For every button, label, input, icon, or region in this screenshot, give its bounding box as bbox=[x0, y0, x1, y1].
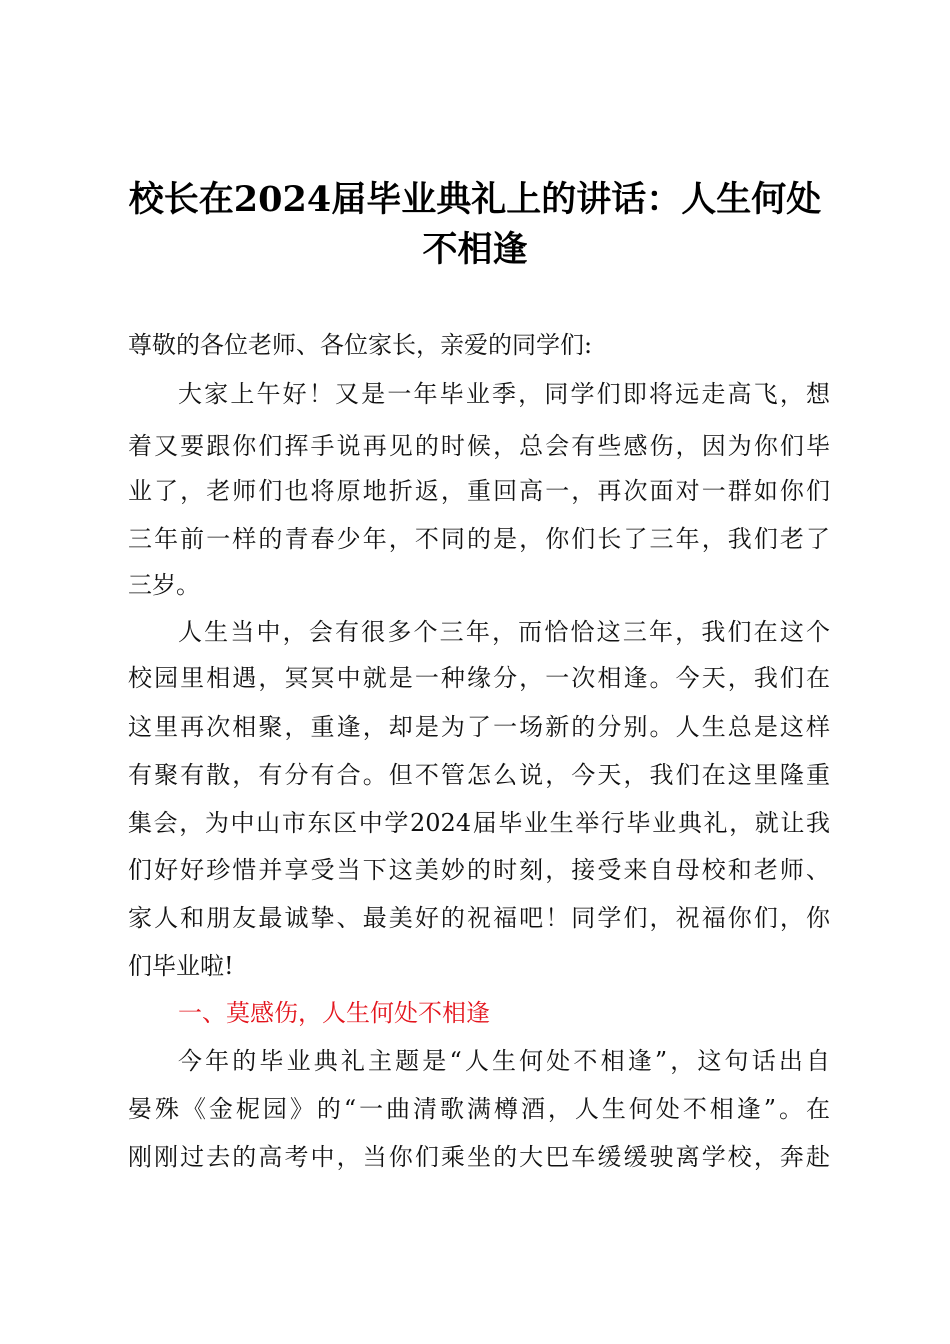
paragraph-2-line: 们毕业啦! bbox=[128, 952, 234, 980]
paragraph-3-line: 晏殊《金柅园》的“一曲清歌满樽酒，人生何处不相逢”。在 bbox=[128, 1095, 830, 1123]
paragraph-3-line: 刚刚过去的高考中，当你们乘坐的大巴车缓缓驶离学校，奔赴 bbox=[128, 1143, 830, 1171]
paragraph-2-line: 这里再次相聚，重逢，却是为了一场新的分别。人生总是这样 bbox=[128, 713, 830, 741]
paragraph-2-line: 家人和朋友最诚挚、最美好的祝福吧！同学们，祝福你们，你 bbox=[128, 904, 830, 932]
salutation: 尊敬的各位老师、各位家长，亲爱的同学们: bbox=[128, 331, 593, 359]
paragraph-1-line: 大家上午好！又是一年毕业季，同学们即将远走高飞，想 bbox=[178, 380, 830, 408]
paragraph-2-line: 人生当中，会有很多个三年，而恰恰这三年，我们在这个 bbox=[178, 618, 830, 646]
section-heading-1: 一、莫感伤，人生何处不相逢 bbox=[178, 999, 490, 1027]
paragraph-3-line: 今年的毕业典礼主题是“人生何处不相逢”，这句话出自 bbox=[178, 1047, 830, 1075]
paragraph-1-line: 三岁。 bbox=[128, 571, 200, 599]
paragraph-2-line: 有聚有散，有分有合。但不管怎么说，今天，我们在这里隆重 bbox=[128, 761, 830, 789]
paragraph-1-line: 三年前一样的青春少年，不同的是，你们长了三年，我们老了 bbox=[128, 525, 830, 553]
paragraph-1-line: 业了，老师们也将原地折返，重回高一，再次面对一群如你们 bbox=[128, 477, 830, 505]
paragraph-2-line: 集会，为中山市东区中学2024届毕业生举行毕业典礼，就让我 bbox=[128, 809, 830, 837]
paragraph-2-line: 们好好珍惜并享受当下这美妙的时刻，接受来自母校和老师、 bbox=[128, 856, 830, 884]
paragraph-2-line: 校园里相遇，冥冥中就是一种缘分，一次相逢。今天，我们在 bbox=[128, 664, 830, 692]
document-title-line-2: 不相逢 bbox=[422, 229, 528, 270]
document-title-line-1: 校长在2024届毕业典礼上的讲话：人生何处 bbox=[128, 179, 822, 220]
paragraph-1-line: 着又要跟你们挥手说再见的时候，总会有些感伤，因为你们毕 bbox=[128, 432, 830, 460]
